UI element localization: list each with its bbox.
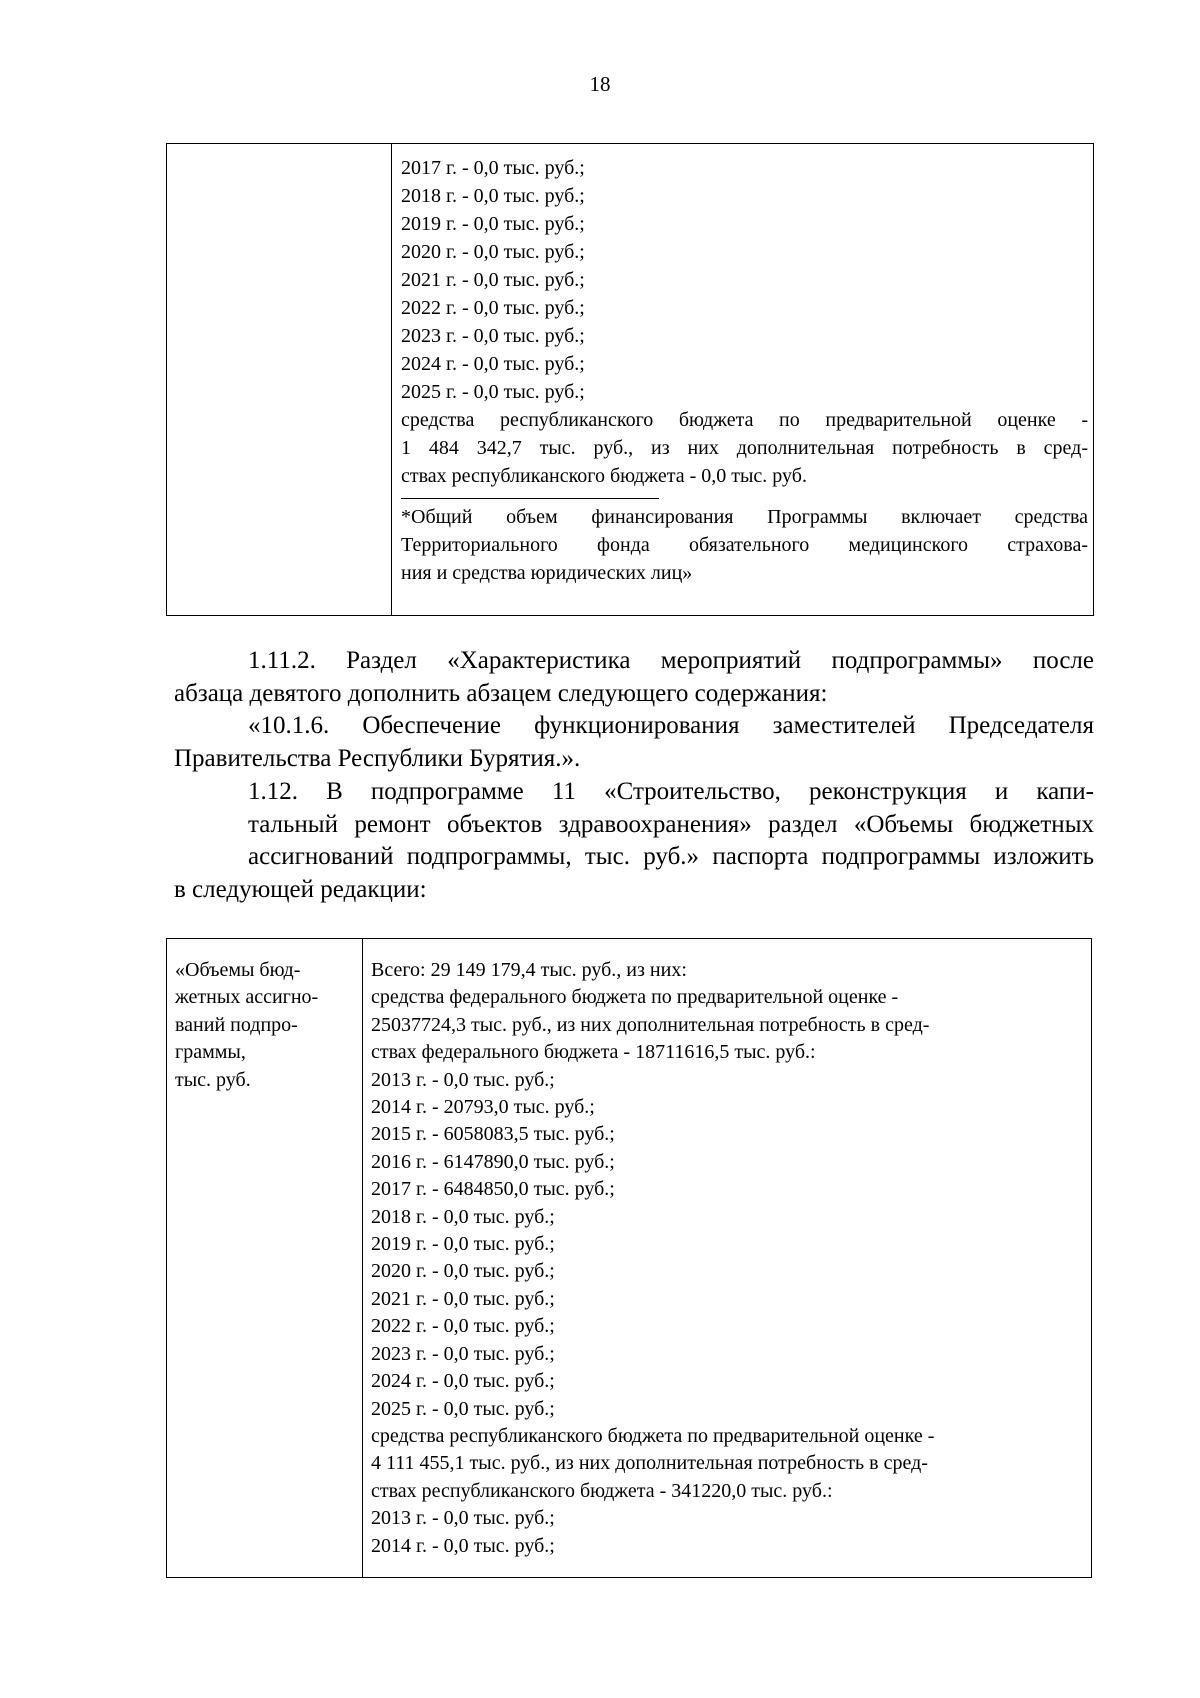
year-line: 2025 г. - 0,0 тыс. руб.; [401,381,585,403]
year-line: 2019 г. - 0,0 тыс. руб.; [401,213,585,235]
footnote-line: ния и средства юридических лиц» [401,562,693,584]
year-line: 2023 г. - 0,0 тыс. руб.; [401,325,585,347]
paragraph-line: в следующей редакции: [174,875,427,903]
label-line: тыс. руб. [175,1068,251,1091]
footnote-line: Территориального фонда обязательного медицинского страхова- [401,534,1088,556]
republic-budget-line: средства республиканского бюджета по предварительной оценке - [401,409,1088,431]
table1-right-cell [392,144,1094,616]
funding-line: 25037724,3 тыс. руб., из них дополнительная потребность в сред- [371,1013,930,1036]
republic-budget-line: 1 484 342,7 тыс. руб., из них дополнительная потребность в сред- [401,437,1088,459]
table1-left-cell [167,144,392,616]
label-line: граммы, [175,1041,246,1064]
body-text [174,645,1094,907]
footnote-rule [401,498,659,499]
funding-line: Всего: 29 149 179,4 тыс. руб., из них: [371,959,687,981]
year-line: 2020 г. - 0,0 тыс. руб.; [401,241,585,263]
funding-line: средства республиканского бюджета по предварительной оценке - [371,1424,935,1447]
year-line: 2014 г. - 0,0 тыс. руб.; [371,1534,555,1557]
page-number: 18 [589,72,611,96]
paragraph-line: Правительства Республики Бурятия.». [174,745,581,773]
label-line: ваний подпро- [175,1013,298,1036]
footnote-line: *Общий объем финансирования Программы включает средства [401,506,1088,528]
year-line: 2015 г. - 6058083,5 тыс. руб.; [371,1123,615,1146]
year-line: 2024 г. - 0,0 тыс. руб.; [371,1370,555,1393]
paragraph-line: абзаца девятого дополнить абзацем следующего содержания: [174,679,828,707]
year-line: 2022 г. - 0,0 тыс. руб.; [371,1315,555,1338]
year-line: 2022 г. - 0,0 тыс. руб.; [401,297,585,319]
year-line: 2025 г. - 0,0 тыс. руб.; [371,1397,555,1420]
funding-line: ствах республиканского бюджета - 341220,0 тыс. руб.: [371,1479,833,1502]
year-line: 2013 г. - 0,0 тыс. руб.; [371,1068,555,1091]
funding-line: средства федерального бюджета по предварительной оценке - [371,986,899,1009]
year-line: 2017 г. - 0,0 тыс. руб.; [401,157,585,179]
paragraph-quote-10-1-6 [174,710,1094,775]
year-line: 2016 г. - 6147890,0 тыс. руб.; [371,1150,615,1173]
subprogram-funding-table [166,938,1092,1578]
paragraph-line: «10.1.6. Обеспечение функционирования заместителей Председателя [248,712,1094,740]
year-line: 2018 г. - 0,0 тыс. руб.; [371,1205,555,1228]
year-line: 2019 г. - 0,0 тыс. руб.; [371,1233,555,1256]
funding-line: 4 111 455,1 тыс. руб., из них дополнительная потребность в сред- [371,1452,928,1475]
year-line: 2018 г. - 0,0 тыс. руб.; [401,185,585,207]
footnote [401,503,1088,587]
label-line: жетных ассигно- [175,986,319,1009]
paragraph-line: 1.12. В подпрограмме 11 «Строительство, реконструкция и капи- [248,777,1094,805]
paragraph-line: 1.11.2. Раздел «Характеристика мероприятий подпрограммы» после [248,647,1094,674]
funding-line: ствах федерального бюджета - 18711616,5 тыс. руб.: [371,1041,816,1064]
year-line: 2017 г. - 6484850,0 тыс. руб.; [371,1178,615,1201]
year-line: 2020 г. - 0,0 тыс. руб.; [371,1260,555,1283]
year-line: 2021 г. - 0,0 тыс. руб.; [401,269,585,291]
funding-table-continued [166,143,1094,616]
year-line: 2013 г. - 0,0 тыс. руб.; [371,1507,555,1530]
table2-left-cell [167,939,363,1578]
year-line: 2021 г. - 0,0 тыс. руб.; [371,1287,555,1310]
year-line: 2023 г. - 0,0 тыс. руб.; [371,1342,555,1365]
republic-budget-line: ствах республиканского бюджета - 0,0 тыс. руб. [401,465,807,487]
paragraph-1-12 [174,776,1094,907]
year-line: 2014 г. - 20793,0 тыс. руб.; [371,1096,595,1119]
paragraph-line: тальный ремонт объектов здравоохранения» раздел «Объемы бюджетных [248,810,1094,838]
paragraph-line: ассигнований подпрограммы, тыс. руб.» паспорта подпрограммы изложить [248,843,1094,871]
year-line: 2024 г. - 0,0 тыс. руб.; [401,353,585,375]
table2-right-cell [363,939,1092,1578]
label-line: «Объемы бюд- [175,959,301,981]
paragraph-1-11-2 [174,645,1094,710]
